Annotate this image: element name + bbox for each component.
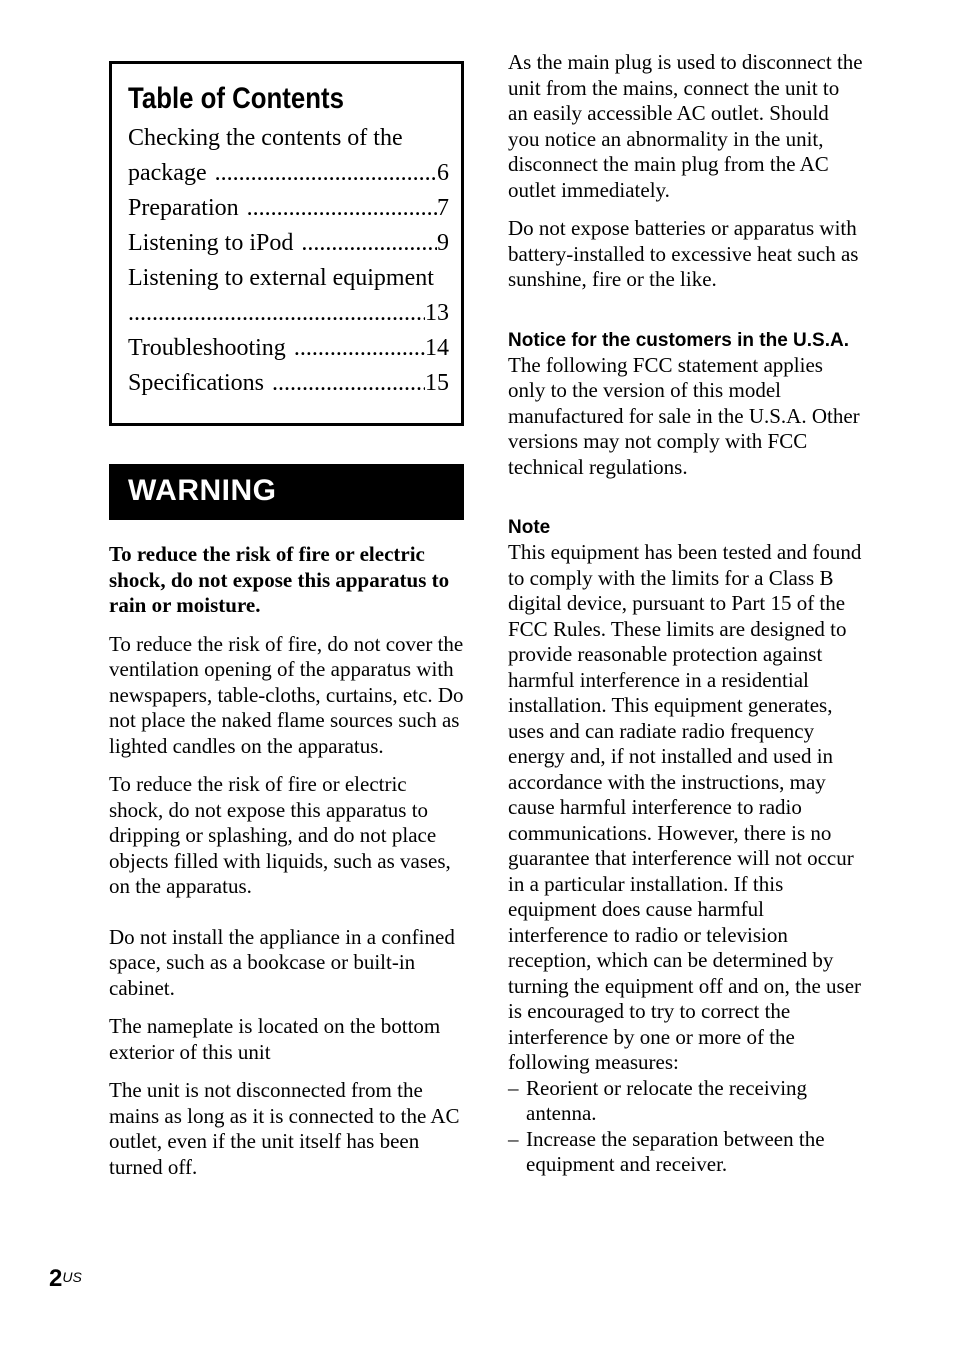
toc-item-external[interactable] — [128, 296, 449, 331]
toc-item-page: 14 — [425, 335, 449, 361]
toc-item-preparation[interactable] — [128, 191, 449, 226]
toc-leader-dots — [294, 331, 425, 366]
warning-title: WARNING — [128, 474, 277, 507]
warning-banner — [109, 464, 464, 520]
warning-paragraph-confined-space: Do not install the appliance in a confined space, such as a bookcase or built-in cabinet. — [109, 924, 455, 1000]
toc-leader-dots — [272, 366, 425, 401]
table-of-contents — [109, 61, 464, 426]
paragraph-batteries: Do not expose batteries or apparatus with battery-installed to excessive heat such as sunshine, fire or the like. — [508, 216, 859, 291]
usa-notice-heading: Notice for the customers in the U.S.A. — [508, 329, 849, 351]
note-paragraph: This equipment has been tested and found to comply with the limits for a Class B digital device, pursuant to Part 15 of the FCC Rules. These limits are designed to provide reasonable protection against harmful interference in a residential installation. This equipment generates, uses and can radiate radio frequency energy and, if not installed and used in accordance with the instructions, may cause harmful interference to radio communications. However, there is no guarantee that interference will not occur in a particular installation. If this equipment does cause harmful interference to radio or television reception, which can be determined by turning the equipment off and on, the user is encouraged to try to correct the interference by one or more of the following measures: — [508, 540, 862, 1074]
right-column — [508, 50, 863, 1178]
warning-paragraph-ventilation: To reduce the risk of fire, do not cover the ventilation opening of the apparatus with newspapers, table-cloths, curtains, etc. Do not place the naked flame sources such as lighted candles on the apparatus. — [109, 631, 464, 758]
measure-text: Increase the separation between the equipment and receiver. — [526, 1126, 825, 1176]
toc-item-page: 15 — [425, 370, 449, 396]
toc-item-page: 6 — [437, 160, 449, 186]
measure-text: Reorient or relocate the receiving antenna. — [526, 1075, 808, 1125]
page-number-value: 2 — [49, 1265, 63, 1292]
toc-item-page: 13 — [425, 300, 449, 326]
dash-mark: – — [508, 1075, 519, 1100]
toc-item-label: Preparation — [128, 195, 239, 221]
toc-leader-dots — [247, 191, 437, 226]
page-number — [49, 1264, 82, 1294]
page-number-suffix: US — [62, 1269, 82, 1285]
warning-bold-paragraph: To reduce the risk of fire or electric shock, do not expose this apparatus to rain or moisture. — [109, 542, 450, 617]
measure-item-reorient — [508, 1076, 863, 1127]
toc-leader-dots — [301, 226, 437, 261]
warning-paragraph-nameplate: The nameplate is located on the bottom exterior of this unit — [109, 1014, 441, 1064]
usa-notice-paragraph: The following FCC statement applies only to the version of this model manufactured for sale in the U.S.A. Other versions may not comply with FCC technical regulations. — [508, 352, 860, 479]
toc-leader-dots — [128, 296, 425, 331]
note-heading: Note — [508, 517, 551, 538]
paragraph-main-plug: As the main plug is used to disconnect the unit from the mains, connect the unit to an easily accessible AC outlet. Should you notice an abnormality in the unit, disconnect the main plug from the AC outlet immediately. — [508, 50, 863, 202]
dash-mark: – — [508, 1126, 519, 1151]
toc-item-specifications[interactable] — [128, 366, 449, 401]
toc-item-ipod[interactable] — [128, 226, 449, 261]
toc-item-page: 9 — [437, 230, 449, 256]
toc-item-troubleshooting[interactable] — [128, 331, 449, 366]
toc-leader-dots — [215, 156, 437, 191]
toc-title: Table of Contents — [128, 82, 344, 115]
toc-item-label: Listening to iPod — [128, 230, 294, 256]
toc-item-label: Specifications — [128, 370, 264, 396]
left-column — [109, 61, 464, 1193]
warning-paragraph-dripping: To reduce the risk of fire or electric shock, do not expose this apparatus to dripping or splashing, and do not place objects filled with liquids, such as vases, on the apparatus. — [109, 772, 451, 898]
toc-item-label: Troubleshooting — [128, 335, 286, 361]
toc-item-external-line1: Listening to external equipment — [128, 265, 434, 291]
toc-item-label: package — [128, 160, 207, 186]
warning-paragraph-disconnect: The unit is not disconnected from the mains as long as it is connected to the AC outlet, even if the unit itself has been turned off. — [109, 1078, 460, 1179]
toc-item-contents[interactable] — [128, 156, 449, 191]
toc-item-contents-line1: Checking the contents of the — [128, 125, 403, 151]
toc-item-page: 7 — [437, 195, 449, 221]
measure-item-separation — [508, 1127, 863, 1178]
